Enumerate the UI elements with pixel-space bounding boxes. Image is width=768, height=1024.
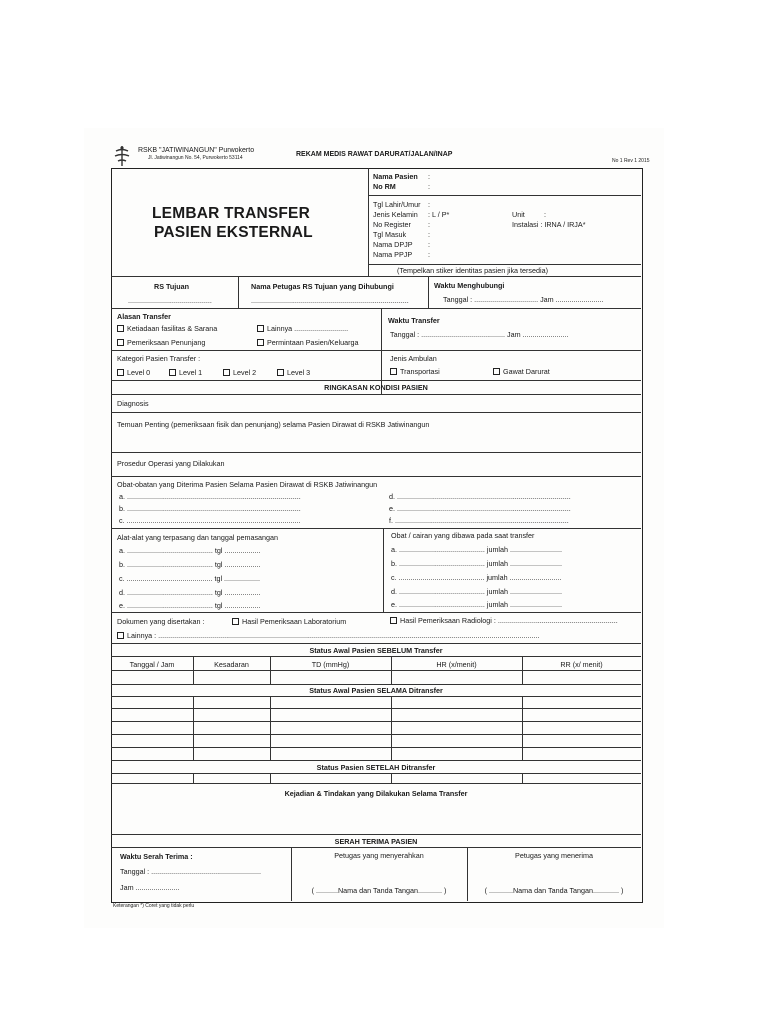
checkbox-icon[interactable] <box>117 632 124 639</box>
obat-line-d[interactable]: d. ....................................................................................... <box>389 492 571 501</box>
jenis-kelamin-value: : L / P* <box>428 210 450 219</box>
option-label: Hasil Pemeriksaan Laboratorium <box>242 617 347 626</box>
signature-menyerahkan-field[interactable]: ( ...........Nama dan Tanda Tangan............ ) <box>311 886 447 895</box>
obat-line-b[interactable]: b. ....................................................................................... <box>119 504 301 513</box>
option-hasil-radiologi[interactable] <box>390 616 618 625</box>
checkbox-icon[interactable] <box>390 617 397 624</box>
alat-line-a[interactable]: a. ........................................... tgl .................. <box>119 546 261 555</box>
hospital-logo-icon <box>110 144 134 168</box>
label-waktu-serah-terima: Waktu Serah Terima : <box>120 852 193 861</box>
option-level-3[interactable] <box>277 368 310 377</box>
obat-line-f[interactable]: f. ....................................................................................... <box>389 516 569 525</box>
sticker-note: (Tempelkan stiker identitas pasien jika tersedia) <box>397 266 549 275</box>
option-label: Level 1 <box>179 368 203 377</box>
checkbox-icon[interactable] <box>390 368 397 375</box>
option-permintaan-pasien[interactable] <box>257 338 359 347</box>
option-label: Level 3 <box>287 368 311 377</box>
colon: : <box>428 220 430 229</box>
checkbox-icon[interactable] <box>169 369 176 376</box>
rs-tujuan-field[interactable]: .......................................... <box>128 296 212 305</box>
checkbox-icon[interactable] <box>117 339 124 346</box>
label-nama-dpjp: Nama DPJP <box>373 240 413 249</box>
option-label: Level 2 <box>233 368 257 377</box>
label-diagnosis: Diagnosis <box>117 399 149 408</box>
label-alasan-transfer: Alasan Transfer <box>117 312 171 321</box>
form-code: No 1 Rev 1 2015 <box>612 158 650 164</box>
obat-line-a[interactable]: a. ....................................................................................... <box>119 492 301 501</box>
option-level-1[interactable] <box>169 368 202 377</box>
label-tgl-masuk: Tgl Masuk <box>373 230 407 239</box>
option-label: Lainnya : ............................................................................................................................................................................................... <box>127 631 540 640</box>
heading-status-setelah: Status Pasien SETELAH Ditransfer <box>316 763 436 772</box>
label-no-rm: No RM <box>373 182 396 191</box>
option-label: Level 0 <box>127 368 151 377</box>
colon: : <box>428 230 430 239</box>
label-waktu-menghubungi: Waktu Menghubungi <box>434 281 505 290</box>
colon: : <box>428 172 430 181</box>
cairan-line-a[interactable]: a. ........................................... jumlah .......................... <box>391 545 562 554</box>
alat-line-c[interactable]: c. ........................................... tgl .................. <box>119 574 260 583</box>
cairan-line-b[interactable]: b. ........................................... jumlah .......................... <box>391 559 562 568</box>
signature-menerima-field[interactable]: ( ............Nama dan Tanda Tangan............. ) <box>484 886 624 895</box>
label-jenis-kelamin: Jenis Kelamin <box>373 210 418 219</box>
label-no-register: No Register <box>373 220 411 229</box>
label-jenis-ambulan: Jenis Ambulan <box>390 354 437 363</box>
checkbox-icon[interactable] <box>493 368 500 375</box>
col-tanggal-jam: Tanggal / Jam <box>129 660 175 669</box>
checkbox-icon[interactable] <box>117 369 124 376</box>
document-title: REKAM MEDIS RAWAT DARURAT/JALAN/INAP <box>296 151 453 158</box>
label-alat-alat: Alat-alat yang terpasang dan tanggal pemasangan <box>117 533 279 542</box>
option-label: Transportasi <box>400 367 440 376</box>
label-prosedur-operasi: Prosedur Operasi yang Dilakukan <box>117 459 225 468</box>
checkbox-icon[interactable] <box>232 618 239 625</box>
obat-line-e[interactable]: e. ....................................................................................... <box>389 504 571 513</box>
label-unit: Unit <box>512 210 525 219</box>
option-label: Permintaan Pasien/Keluarga <box>267 338 359 347</box>
option-label: Hasil Pemeriksaan Radiologi : ............................................................ <box>400 616 618 625</box>
checkbox-icon[interactable] <box>257 339 264 346</box>
serah-terima-jam-field[interactable]: Jam ...................... <box>120 883 180 892</box>
alat-line-b[interactable]: b. ........................................... tgl .................. <box>119 560 261 569</box>
label-obat-cairan: Obat / cairan yang dibawa pada saat transfer <box>391 531 535 540</box>
label-petugas-menyerahkan: Petugas yang menyerahkan <box>334 851 424 860</box>
heading-status-selama: Status Awal Pasien SELAMA Ditransfer <box>309 686 443 695</box>
label-nama-petugas: Nama Petugas RS Tujuan yang Dihubungi <box>251 282 394 291</box>
checkbox-icon[interactable] <box>277 369 284 376</box>
hospital-name: RSKB "JATIWINANGUN" Purwokerto <box>138 147 255 154</box>
label-rs-tujuan: RS Tujuan <box>154 282 190 291</box>
label-nama-ppjp: Nama PPJP <box>373 250 413 259</box>
colon: : <box>428 240 430 249</box>
cairan-line-d[interactable]: d. ........................................... jumlah .......................... <box>391 587 562 596</box>
label-petugas-menerima: Petugas yang menerima <box>515 851 593 860</box>
cairan-line-e[interactable]: e. ........................................... jumlah .......................... <box>391 600 562 609</box>
option-gawat-darurat[interactable] <box>493 367 550 376</box>
option-level-2[interactable] <box>223 368 256 377</box>
form-title-line1: LEMBAR TRANSFER <box>152 205 310 222</box>
alat-line-d[interactable]: d. ........................................... tgl .................. <box>119 588 261 597</box>
nama-petugas-field[interactable]: ............................................................................... <box>251 296 409 305</box>
heading-kejadian: Kejadian & Tindakan yang Dilakukan Selama Transfer <box>284 789 468 798</box>
checkbox-icon[interactable] <box>223 369 230 376</box>
option-dokumen-lainnya[interactable] <box>117 631 540 640</box>
hospital-address: Jl. Jatiwinangun No. 54, Purwokerto 53114 <box>148 155 243 161</box>
label-kategori-pasien: Kategori Pasien Transfer : <box>117 354 201 363</box>
serah-terima-tanggal-field[interactable]: Tanggal : ....................................................... <box>120 867 261 876</box>
heading-serah-terima: SERAH TERIMA PASIEN <box>334 837 418 846</box>
label-nama-pasien: Nama Pasien <box>373 172 418 181</box>
label-waktu-transfer: Waktu Transfer <box>388 316 440 325</box>
alat-line-e[interactable]: e. ........................................... tgl .................. <box>119 601 261 610</box>
option-hasil-lab[interactable] <box>232 617 346 626</box>
colon: : <box>428 182 430 191</box>
form-title-line2: PASIEN EKSTERNAL <box>154 224 313 241</box>
col-td: TD (mmHg) <box>311 660 350 669</box>
waktu-transfer-field[interactable]: Tanggal : .......................................... Jam ....................... <box>390 330 569 339</box>
col-kesadaran: Kesadaran <box>214 660 249 669</box>
option-lainnya[interactable] <box>257 324 348 333</box>
col-hr: HR (x/menit) <box>436 660 477 669</box>
option-pemeriksaan-penunjang[interactable] <box>117 338 205 347</box>
option-label: Ketiadaan fasilitas & Sarana <box>127 324 218 333</box>
option-transportasi[interactable] <box>390 367 440 376</box>
obat-line-c[interactable]: c. ....................................................................................... <box>119 516 301 525</box>
heading-status-sebelum: Status Awal Pasien SEBELUM Transfer <box>309 646 443 655</box>
label-obat-obatan: Obat-obatan yang Diterima Pasien Selama Pasien Dirawat di RSKB Jatiwinangun <box>117 480 378 489</box>
option-label: Pemeriksaan Penunjang <box>127 338 206 347</box>
checkbox-icon[interactable] <box>257 325 264 332</box>
footer-keterangan: Keterangan *) Coret yang tidak perlu <box>113 903 195 909</box>
option-label: Lainnya ........................... <box>267 324 349 333</box>
heading-ringkasan: RINGKASAN KONDISI PASIEN <box>324 383 428 392</box>
label-tgl-lahir: Tgl Lahir/Umur <box>373 200 421 209</box>
option-ketiadaan-fasilitas[interactable] <box>117 324 217 333</box>
option-label: Gawat Darurat <box>503 367 550 376</box>
label-instalasi: Instalasi : IRNA / IRJA* <box>512 220 586 229</box>
checkbox-icon[interactable] <box>117 325 124 332</box>
waktu-menghubungi-field[interactable]: Tanggal : ................................ Jam ........................ <box>443 295 604 304</box>
label-dokumen: Dokumen yang disertakan : <box>117 617 205 626</box>
option-level-0[interactable] <box>117 368 150 377</box>
col-rr: RR (x/ menit) <box>560 660 603 669</box>
colon: : <box>428 200 430 209</box>
label-temuan-penting: Temuan Penting (pemeriksaan fisik dan penunjang) selama Pasien Dirawat di RSKB Jatiwinangun <box>117 420 430 429</box>
colon: : <box>428 250 430 259</box>
cairan-line-c[interactable]: c. ........................................... jumlah .......................... <box>391 573 562 582</box>
colon: : <box>544 210 546 219</box>
